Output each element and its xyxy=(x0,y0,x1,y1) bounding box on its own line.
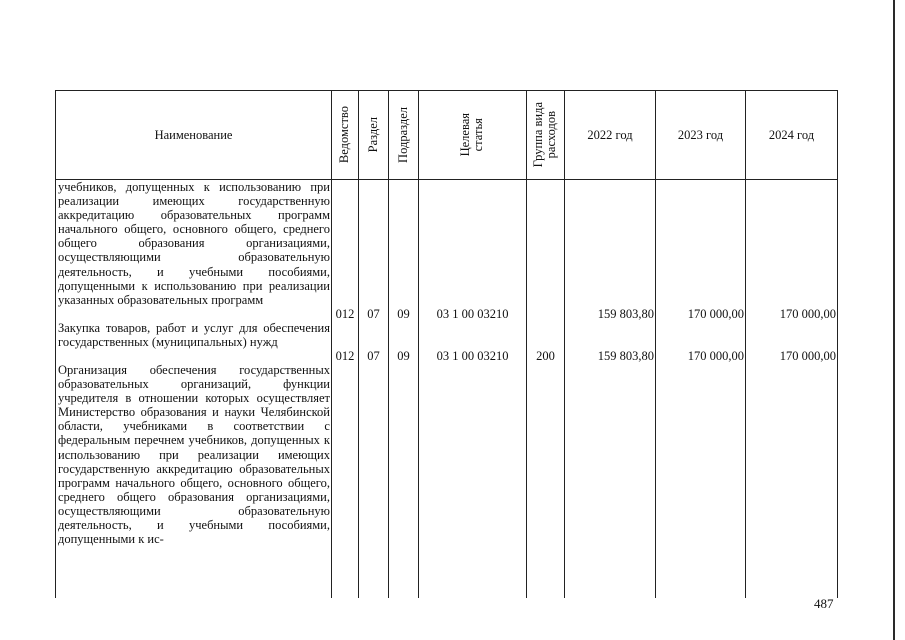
row-department: 012 xyxy=(335,349,355,364)
row-amount-2022: 159 803,80 xyxy=(597,349,654,364)
header-2023: 2023 год xyxy=(656,91,746,180)
budget-table xyxy=(55,90,838,598)
row-subsection: 09 xyxy=(397,349,410,364)
row-section: 07 xyxy=(367,349,380,364)
table-header xyxy=(56,91,838,180)
row-name: Организация обеспечения государственных образовательных организаций, функции учредителя в отношении которых осуществляет Министерство образования и науки Челябинской области, учебниками в соответствии с федеральным перечнем учебников, допущенных к использованию при реализации имеющих государственную аккредитацию образовательных программ начального общего, основного общего, среднего общего образования организациями, осуществляющими образовательную деятельность, и учебными пособиями, допущенными к ис- xyxy=(58,363,330,547)
page-number: 487 xyxy=(814,596,834,611)
header-name: Наименование xyxy=(56,91,332,180)
row-amount-2023: 170 000,00 xyxy=(687,307,744,321)
row-expense-group: 200 xyxy=(536,349,555,364)
scan-edge-line xyxy=(893,0,895,640)
row-amount-2023: 170 000,00 xyxy=(687,349,744,364)
row-department: 012 xyxy=(335,307,355,321)
row-target-article: 03 1 00 03210 xyxy=(436,307,509,321)
row-subsection: 09 xyxy=(397,307,410,321)
header-expense-group: Группа вида расходов xyxy=(527,91,565,180)
header-2022: 2022 год xyxy=(565,91,656,180)
header-2024: 2024 год xyxy=(746,91,838,180)
row-amount-2024: 170 000,00 xyxy=(779,349,836,364)
row-section: 07 xyxy=(367,307,380,321)
header-section: Раздел xyxy=(359,91,389,180)
row-name: учебников, допущенных к использованию при реализации имеющих государственную аккредитацию образовательных программ начального общего, основного общего, среднего общего образования организациями, осуществляющими образовательную деятельность, и учебными пособиями, допущенными к использованию при реализации указанных образовательных программ xyxy=(58,180,330,307)
row-target-article: 03 1 00 03210 xyxy=(436,349,509,364)
header-subsection: Подраздел xyxy=(389,91,419,180)
header-department: Ведомство xyxy=(332,91,359,180)
row-amount-2022: 159 803,80 xyxy=(597,307,654,321)
table-row xyxy=(56,180,838,599)
row-name: Закупка товаров, работ и услуг для обеспечения государственных (муниципальных) нужд xyxy=(58,321,330,350)
header-target-article: Целевая статья xyxy=(419,91,527,180)
row-expense-group xyxy=(527,307,564,321)
row-amount-2024: 170 000,00 xyxy=(779,307,836,321)
